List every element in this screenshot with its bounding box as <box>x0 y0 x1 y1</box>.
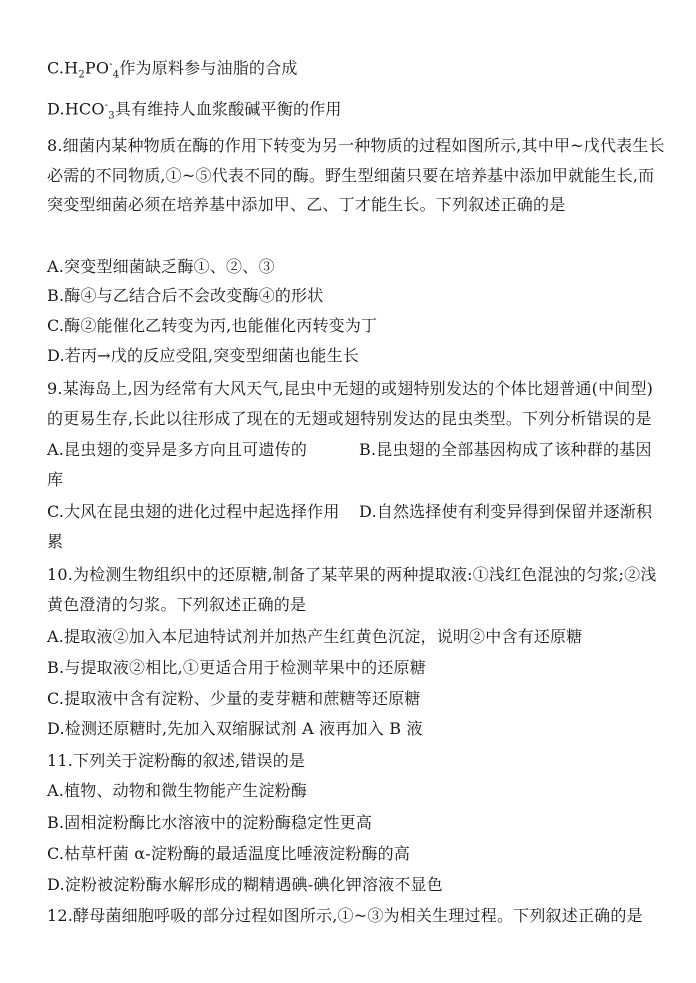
subscript: 3 <box>108 110 115 122</box>
q10-option-a: A.提取液②加入本尼迪特试剂并加热产生红黄色沉淀，说明②中含有还原糖 <box>47 627 583 646</box>
q10-option-c: C.提取液中含有淀粉、少量的麦芽糖和蔗糖等还原糖 <box>47 689 421 708</box>
superscript: - <box>104 100 109 111</box>
q7-option-d <box>47 96 342 127</box>
q8-stem-line-1: 8.细菌内某种物质在酶的作用下转变为另一种物质的过程如图所示,其中甲~戊代表生长 <box>47 136 665 155</box>
text: 作为原料参与油脂的合成 <box>119 58 298 78</box>
subscript: 4 <box>112 69 120 81</box>
q11-option-d: D.淀粉被淀粉酶水解形成的糊精遇碘-碘化钾溶液不显色 <box>47 875 443 894</box>
text: D.HCO <box>47 99 105 119</box>
q9-options-ab <box>47 440 652 460</box>
q11-option-c: C.枯草杆菌 α-淀粉酶的最适温度比唾液淀粉酶的高 <box>47 844 411 863</box>
q8-option-b: B.酶④与乙结合后不会改变酶④的形状 <box>47 286 324 305</box>
text: PO <box>84 58 110 78</box>
q11-stem: 11.下列关于淀粉酶的叙述,错误的是 <box>47 751 306 770</box>
text: C.H <box>47 58 79 78</box>
q9-stem-line-1: 9.某海岛上,因为经常有大风天气,昆虫中无翅的或翅特别发达的个体比翅普通(中间型) <box>47 379 654 398</box>
q11-option-a: A.植物、动物和微生物能产生淀粉酶 <box>47 781 308 800</box>
q9-option-b-cont: 库 <box>47 470 64 489</box>
q8-stem-line-3: 突变型细菌必须在培养基中添加甲、乙、丁才能生长。下列叙述正确的是 <box>47 195 566 214</box>
q9-option-b: B.昆虫翅的全部基因构成了该种群的基因 <box>359 440 652 459</box>
q7-option-c <box>47 55 298 86</box>
superscript: - <box>109 59 113 70</box>
q10-option-b: B.与提取液②相比,①更适合用于检测苹果中的还原糖 <box>47 658 426 677</box>
q10-stem-line-2: 黄色澄清的匀浆。下列叙述正确的是 <box>47 595 307 614</box>
q9-option-a: A.昆虫翅的变异是多方向且可遗传的 <box>47 440 308 459</box>
q10-stem-line-1: 10.为检测生物组织中的还原糖,制备了某苹果的两种提取液:①浅红色混浊的匀浆;②浅 <box>47 565 657 584</box>
q9-stem-line-2: 的更易生存,长此以往形成了现在的无翅或翅特别发达的昆虫类型。下列分析错误的是 <box>47 409 652 428</box>
subscript: 2 <box>78 69 85 81</box>
q9-option-c: C.大风在昆虫翅的进化过程中起选择作用 <box>47 502 340 521</box>
q9-options-cd <box>47 502 652 522</box>
q8-option-a: A.突变型细菌缺乏酶①、②、③ <box>47 257 275 276</box>
text: 具有维持人血浆酸碱平衡的作用 <box>114 99 342 119</box>
q11-option-b: B.固相淀粉酶比水溶液中的淀粉酶稳定性更高 <box>47 813 373 832</box>
q9-option-d-cont: 累 <box>47 532 64 551</box>
q8-stem-line-2: 必需的不同物质,①~⑤代表不同的酶。野生型细菌只要在培养基中添加甲就能生长,而 <box>47 166 655 185</box>
q10-option-d: D.检测还原糖时,先加入双缩脲试剂 A 液再加入 B 液 <box>47 719 423 738</box>
q8-option-c: C.酶②能催化乙转变为丙,也能催化丙转变为丁 <box>47 316 378 335</box>
q12-stem: 12.酵母菌细胞呼吸的部分过程如图所示,①~③为相关生理过程。下列叙述正确的是 <box>47 906 643 925</box>
q8-option-d: D.若丙→戊的反应受阻,突变型细菌也能生长 <box>47 346 360 365</box>
q9-option-d: D.自然选择使有利变异得到保留并逐渐积 <box>359 502 653 521</box>
